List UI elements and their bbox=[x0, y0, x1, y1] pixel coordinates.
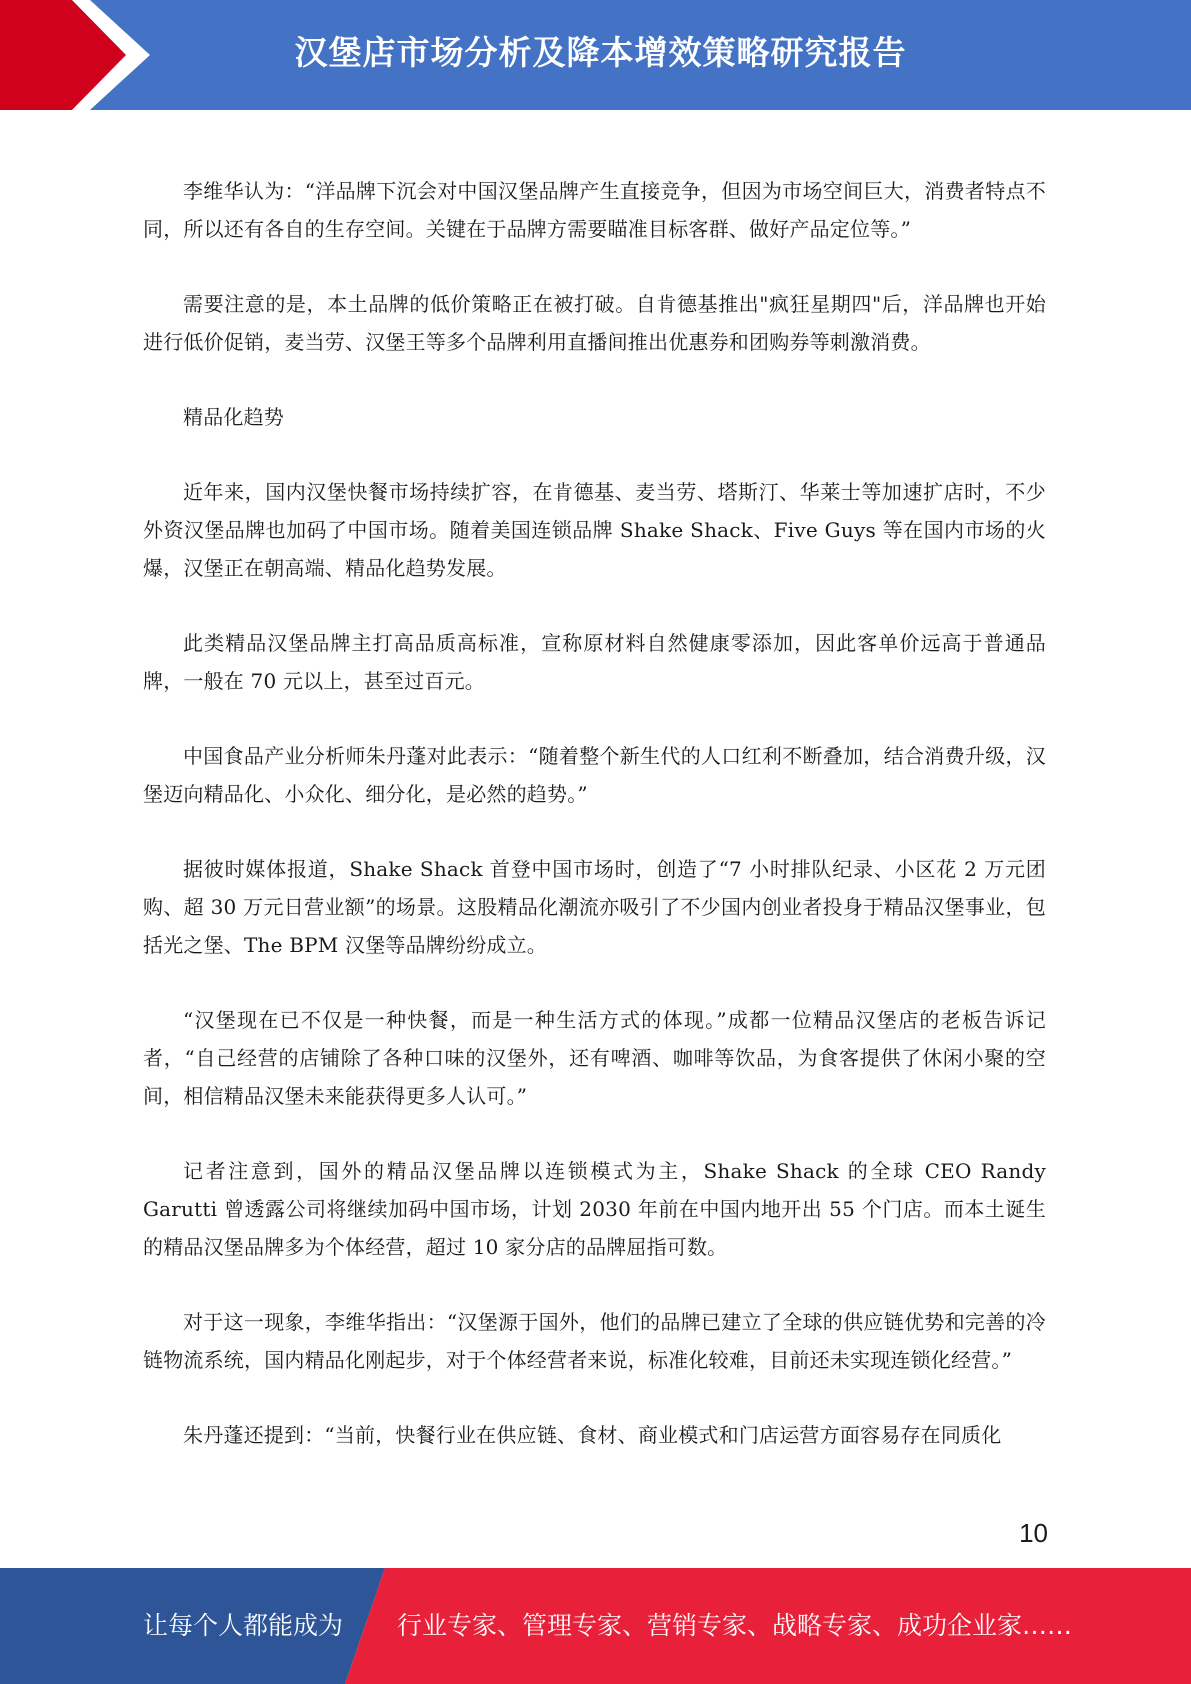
paragraph: 李维华认为：“洋品牌下沉会对中国汉堡品牌产生直接竞争，但因为市场空间巨大，消费者特点不同，所以还有各自的生存空间。关键在于品牌方需要瞄准目标客群、做好产品定位等。” bbox=[143, 179, 1046, 241]
paragraph: 中国食品产业分析师朱丹蓬对此表示：“随着整个新生代的人口红利不断叠加，结合消费升级，汉堡迈向精品化、小众化、细分化，是必然的趋势。” bbox=[143, 744, 1046, 806]
section-heading: 精品化趋势 bbox=[183, 405, 284, 429]
paragraph: 需要注意的是，本土品牌的低价策略正在被打破。自肯德基推出"疯狂星期四"后，洋品牌也开始进行低价促销，麦当劳、汉堡王等多个品牌利用直播间推出优惠券和团购券等刺激消费。 bbox=[143, 292, 1046, 354]
paragraph: 对于这一现象，李维华指出：“汉堡源于国外，他们的品牌已建立了全球的供应链优势和完善的冷链物流系统，国内精品化刚起步，对于个体经营者来说，标准化较难，目前还未实现连锁化经营。” bbox=[143, 1310, 1046, 1372]
paragraph: 此类精品汉堡品牌主打高品质高标准，宣称原材料自然健康零添加，因此客单价远高于普通品牌，一般在 70 元以上，甚至过百元。 bbox=[143, 631, 1046, 693]
footer-slogan-right: 行业专家、管理专家、营销专家、战略专家、成功企业家…… bbox=[397, 1611, 1073, 1640]
paragraph: 据彼时媒体报道，Shake Shack 首登中国市场时，创造了“7 小时排队纪录、小区花 2 万元团购、超 30 万元日营业额”的场景。这股精品化潮流亦吸引了不少国内创业者投身于精品汉堡事业，包括光之堡、The BPM 汉堡等品牌纷纷成立。 bbox=[143, 857, 1046, 957]
page-header bbox=[0, 0, 1191, 110]
article-body bbox=[143, 172, 1046, 1491]
page-footer bbox=[0, 1568, 1191, 1684]
paragraph: “汉堡现在已不仅是一种快餐，而是一种生活方式的体现。”成都一位精品汉堡店的老板告诉记者，“自己经营的店铺除了各种口味的汉堡外，还有啤酒、咖啡等饮品，为食客提供了休闲小聚的空间，相信精品汉堡未来能获得更多人认可。” bbox=[143, 1008, 1046, 1108]
paragraph: 近年来，国内汉堡快餐市场持续扩容，在肯德基、麦当劳、塔斯汀、华莱士等加速扩店时，不少外资汉堡品牌也加码了中国市场。随着美国连锁品牌 Shake Shack、Five Guys 等在国内市场的火爆，汉堡正在朝高端、精品化趋势发展。 bbox=[143, 480, 1046, 580]
paragraph: 朱丹蓬还提到：“当前，快餐行业在供应链、食材、商业模式和门店运营方面容易存在同质化 bbox=[183, 1423, 1002, 1447]
paragraph: 记者注意到，国外的精品汉堡品牌以连锁模式为主，Shake Shack 的全球 CEO Randy Garutti 曾透露公司将继续加码中国市场，计划 2030 年前在中国内地开出 55 个门店。而本土诞生的精品汉堡品牌多为个体经营，超过 10 家分店的品牌屈指可数。 bbox=[143, 1159, 1046, 1259]
report-title: 汉堡店市场分析及降本增效策略研究报告 bbox=[294, 33, 907, 72]
footer-slogan-left: 让每个人都能成为 bbox=[143, 1611, 344, 1640]
page-number: 10 bbox=[1019, 1518, 1048, 1548]
